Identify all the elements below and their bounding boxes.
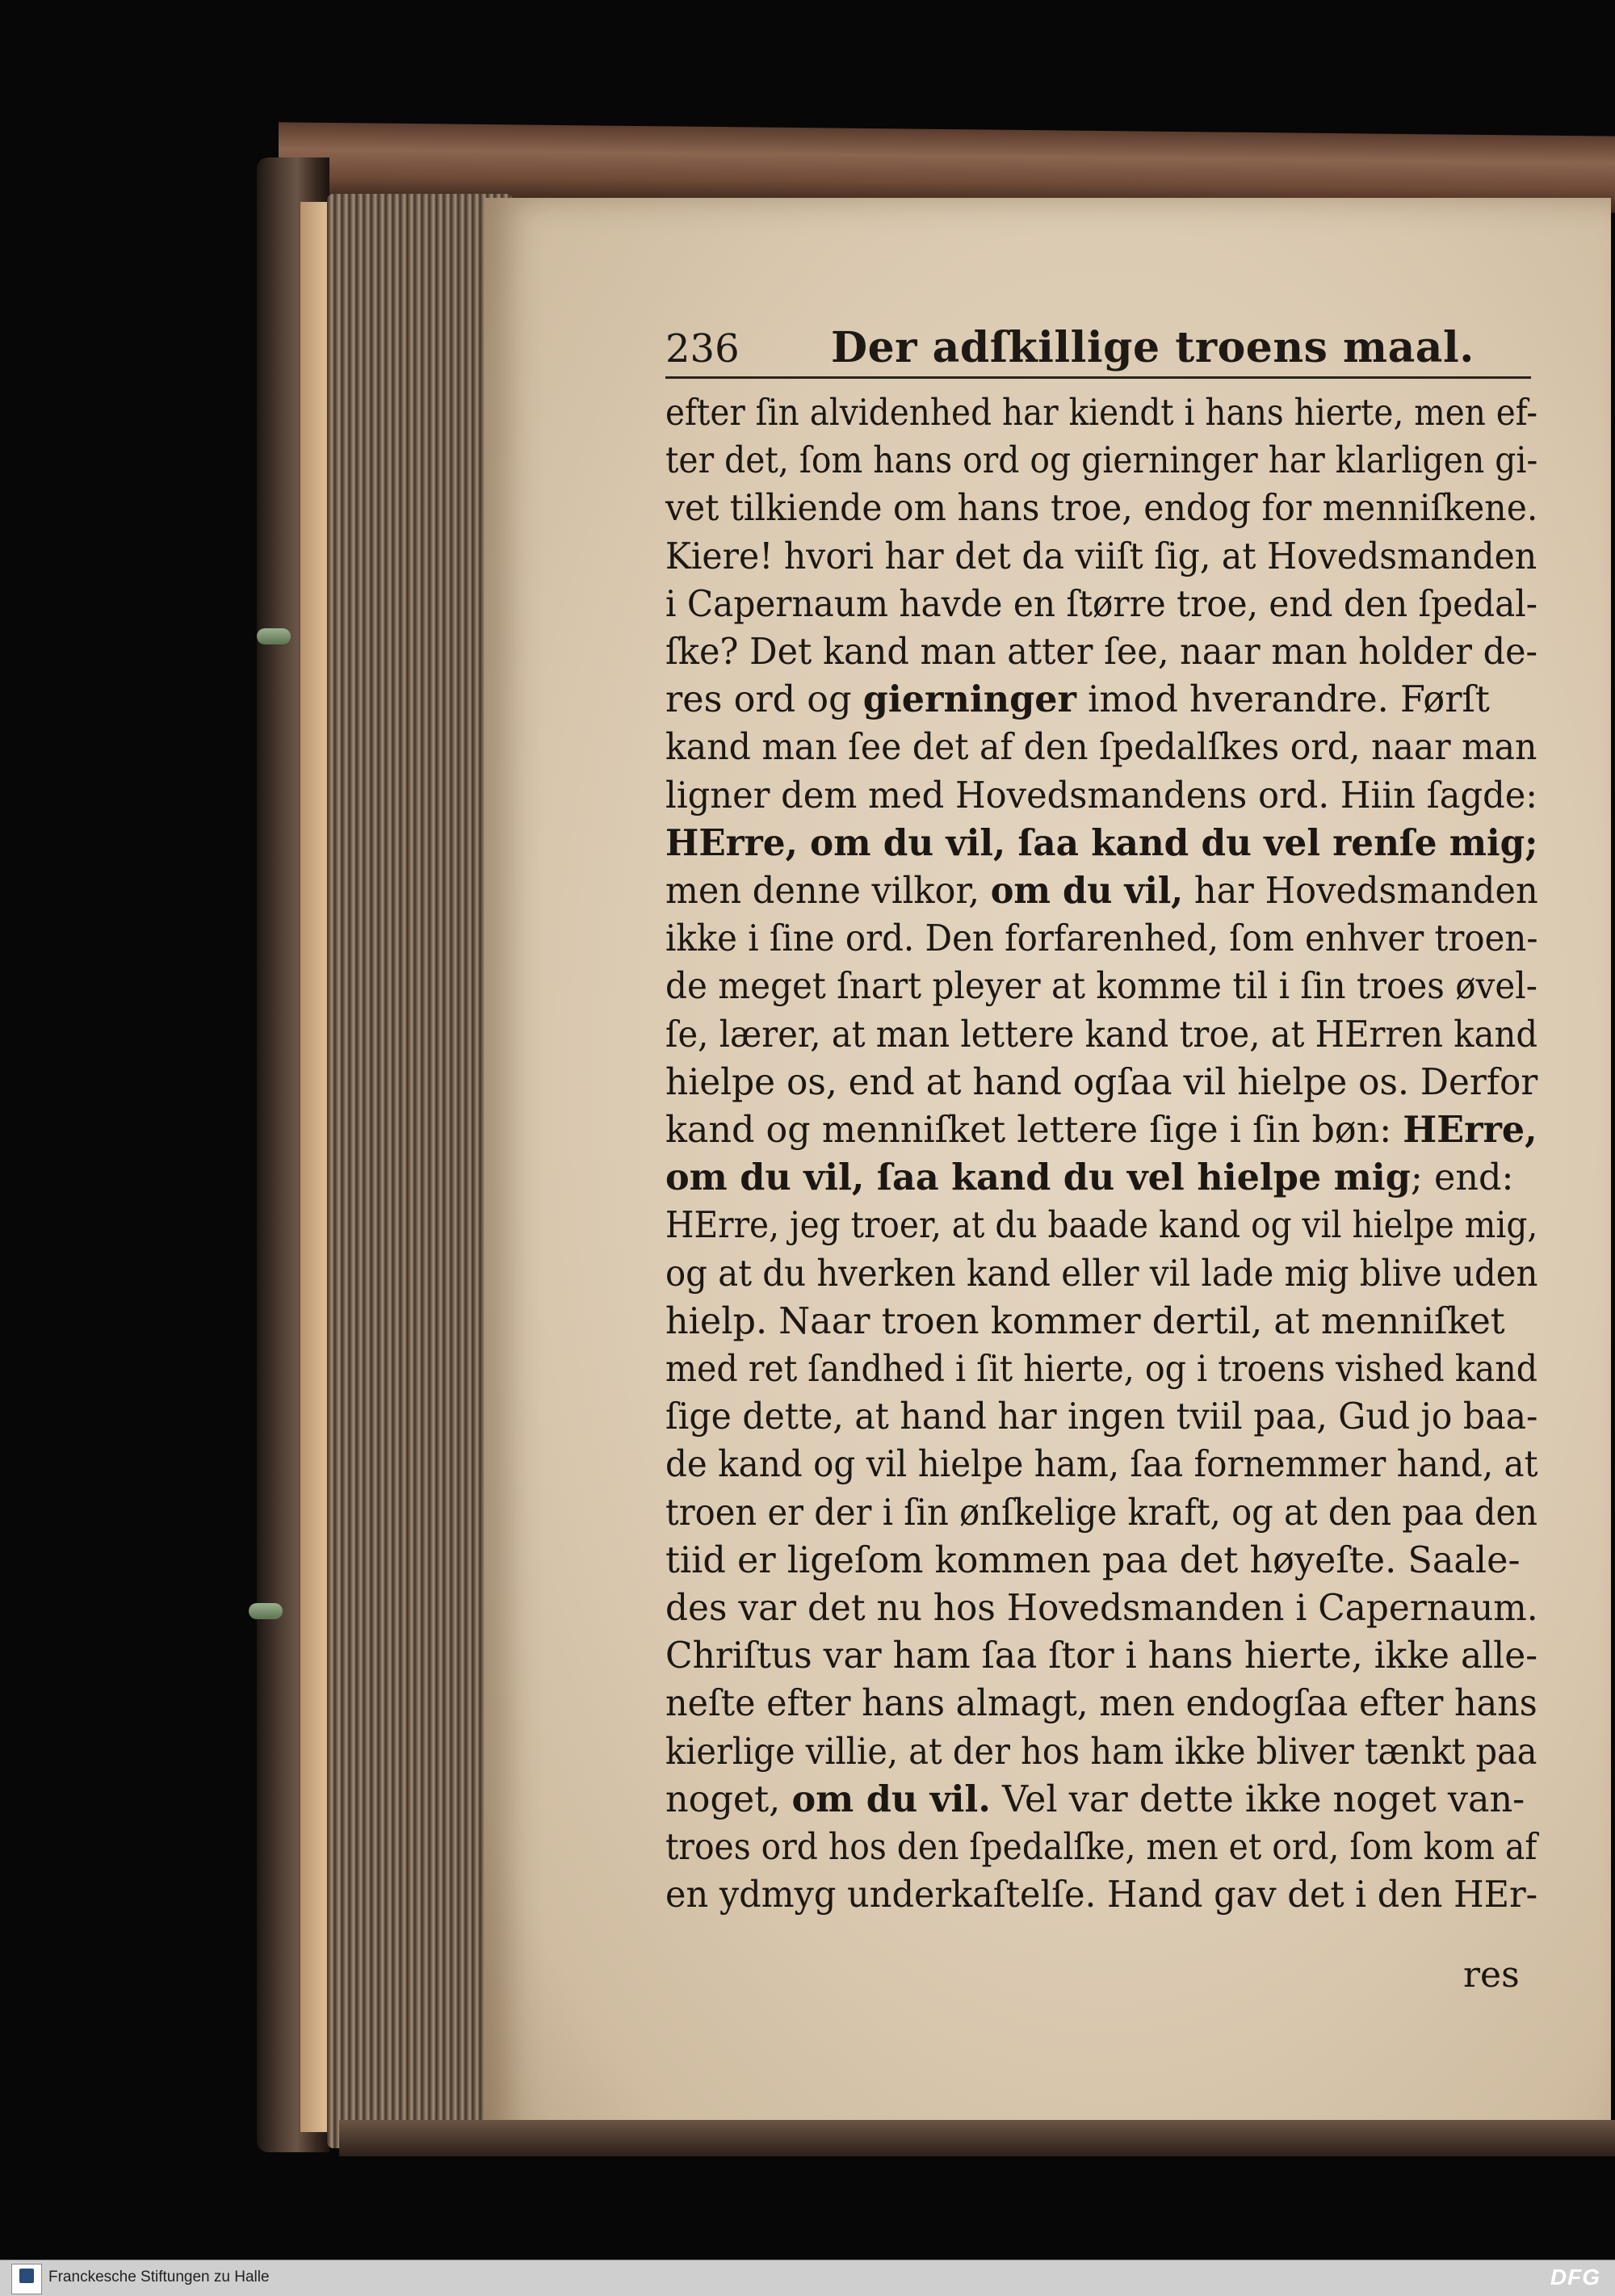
book-tab-marker [257, 628, 291, 644]
text-line [665, 389, 1538, 437]
text-segment: kierlige villie, at der hos ham ikke bliver tænkt paa [665, 1731, 1537, 1773]
text-line [665, 1537, 1537, 1585]
emphasized-text: om du vil, ſaa kand du vel hielpe mig [665, 1156, 1411, 1199]
text-segment: troes ord hos den ſpedalſke, men et ord, ſom kom af [665, 1827, 1537, 1869]
text-segment: HErre, jeg troer, at du baade kand og vil hielpe mig, [665, 1205, 1538, 1247]
text-line [665, 1632, 1538, 1680]
text-segment: ikke i ſine ord. Den forfarenhed, ſom enhver troen- [665, 918, 1538, 960]
text-line [665, 1441, 1538, 1488]
text-line [665, 1393, 1538, 1441]
text-line [665, 1871, 1538, 1919]
text-line [665, 437, 1538, 485]
text-segment: med ret ſandhed i ſit hierte, og i troens vished kand [665, 1349, 1538, 1391]
text-line [665, 1154, 1537, 1202]
text-line [665, 1489, 1537, 1537]
text-line [665, 867, 1538, 915]
text-line [665, 1106, 1536, 1154]
text-line [665, 1298, 1537, 1345]
text-line [665, 1059, 1538, 1106]
text-line [665, 676, 1537, 724]
book-tab-marker [249, 1603, 283, 1619]
text-line [665, 1680, 1537, 1727]
text-segment: troen er der i ſin ønſkelige kraft, og at den paa den [665, 1492, 1537, 1534]
text-line [665, 1345, 1538, 1393]
text-segment: noget, [665, 1778, 792, 1820]
text-segment: ; end: [1410, 1157, 1514, 1199]
text-segment: res ord og [665, 679, 863, 721]
text-segment: Vel var dette ikke noget van- [990, 1778, 1525, 1820]
page-header [665, 323, 1531, 380]
emphasized-text: gierninger [862, 678, 1076, 721]
emphasized-text: om du vil. [791, 1778, 991, 1820]
catchword: res [1463, 1954, 1520, 1996]
page-body-text [665, 389, 1537, 1920]
text-segment: de kand og vil hielpe ham, ſaa fornemmer hand, at [665, 1444, 1538, 1486]
emphasized-text: HErre, om du vil, ſaa kand du vel renſe mig; [665, 821, 1538, 864]
text-segment: tiid er ligeſom kommen paa det høyeſte. Saale- [665, 1539, 1521, 1581]
text-segment: ligner dem med Hovedsmandens ord. Hiin ſagde: [665, 774, 1537, 816]
text-segment: efter ſin alvidenhed har kiendt i hans hierte, men ef- [665, 392, 1538, 434]
text-line [665, 1011, 1538, 1059]
text-line [665, 485, 1538, 532]
page-number: 236 [665, 326, 740, 371]
institution-name: Franckesche Stiftungen zu Halle [48, 2269, 270, 2286]
text-segment: ſige dette, at hand har ingen tviil paa, Gud jo baa- [665, 1396, 1538, 1438]
text-line [665, 533, 1537, 581]
text-segment: Chriſtus var ham ſaa ſtor i hans hierte, ikke alle- [665, 1635, 1538, 1677]
text-segment: ter det, ſom hans ord og gierninger har klarligen gi- [665, 440, 1538, 482]
emphasized-text: om du vil, [990, 870, 1184, 913]
text-line [665, 1585, 1538, 1632]
text-segment: og at du hverken kand eller vil lade mig blive uden [665, 1253, 1538, 1295]
text-segment: en ydmyg underkaſtelſe. Hand gav det i den HEr- [665, 1874, 1538, 1916]
text-segment: kand man ſee det af den ſpedalſkes ord, naar man [665, 727, 1537, 769]
text-segment: vet tilkiende om hans troe, endog for menniſkene. [665, 488, 1538, 530]
text-segment: har Hovedsmanden [1183, 871, 1538, 913]
text-segment: hielpe os, end at hand ogſaa vil hielpe os. Derfor [665, 1061, 1538, 1103]
text-segment: hielp. Naar troen kommer dertil, at menniſket [665, 1300, 1505, 1342]
text-segment: men denne vilkor, [665, 871, 991, 913]
text-line [665, 915, 1538, 963]
viewer-footer-bar [0, 2260, 1615, 2296]
emphasized-text: HErre, [1403, 1109, 1537, 1152]
text-line [665, 1250, 1538, 1298]
header-rule [665, 376, 1531, 379]
dfg-logo: DFG [1550, 2265, 1600, 2290]
text-segment: de meget ſnart pleyer at komme til i ſin troes øvel- [665, 966, 1537, 1008]
text-line [665, 1202, 1538, 1249]
text-line [665, 1728, 1537, 1776]
text-line [665, 820, 1538, 867]
text-line [665, 724, 1537, 771]
text-segment: ſke? Det kand man atter ſee, naar man holder de- [665, 632, 1538, 674]
text-segment: kand og menniſket lettere ſige i ſin bøn: [665, 1110, 1403, 1152]
text-line [665, 1776, 1537, 1824]
institution-logo-icon [11, 2264, 42, 2294]
text-segment: neſte efter hans almagt, men endogſaa efter hans [665, 1683, 1537, 1725]
text-line [665, 1824, 1537, 1871]
text-line [665, 963, 1537, 1010]
text-line [665, 628, 1538, 676]
page-bottom-edge [339, 2120, 1615, 2156]
running-title: Der adſkillige troens maal. [831, 323, 1474, 372]
text-segment: des var det nu hos Hovedsmanden i Capernaum. [665, 1588, 1538, 1630]
text-segment: Kiere! hvori har det da viiſt ſig, at Hovedsmanden [665, 535, 1537, 577]
text-segment: imod hverandre. Førſt [1076, 679, 1490, 721]
text-line [665, 581, 1538, 628]
text-segment: ſe, lærer, at man lettere kand troe, at HErren kand [665, 1014, 1538, 1056]
text-line [665, 772, 1537, 820]
text-segment: i Capernaum havde en ſtørre troe, end den ſpedal- [665, 583, 1538, 625]
